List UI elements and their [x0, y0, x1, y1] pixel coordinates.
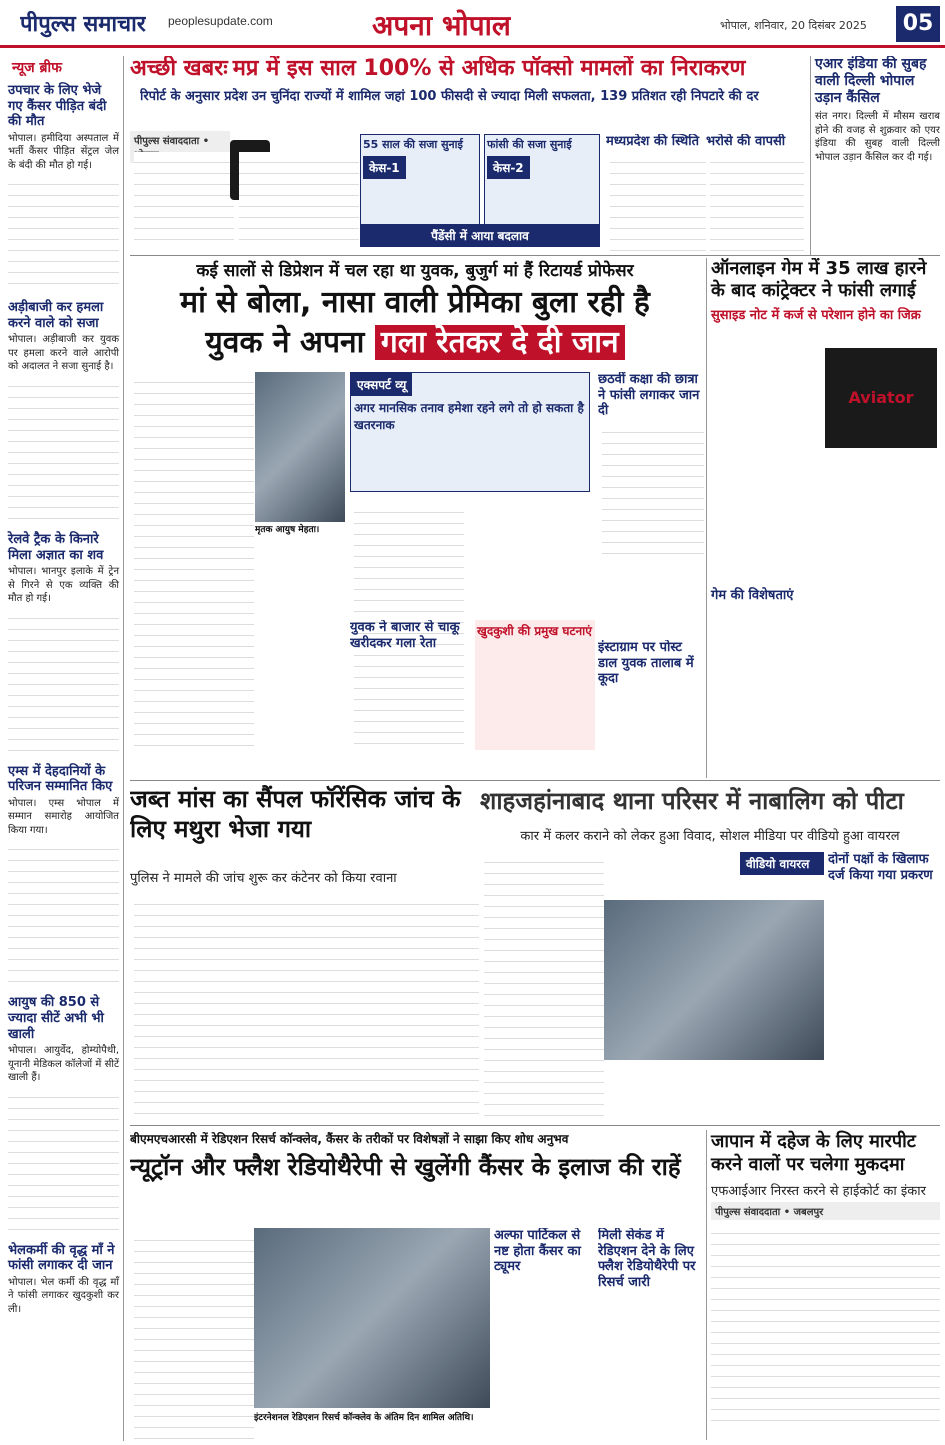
case1-box: [360, 134, 480, 234]
brief-item: [4, 1243, 123, 1317]
japan-headline[interactable]: जापान में दहेज के लिए मारपीट करने वालों पर चलेगा मुकदमा: [711, 1131, 916, 1176]
brief-body: भोपाल। एम्स भोपाल में सम्मान समारोह आयोजित किया गया।: [8, 797, 119, 836]
video-viral-label: वीडियो वायरल: [740, 852, 824, 875]
divider: [130, 255, 940, 256]
pocso-body-1: [134, 152, 234, 242]
expert-headline: अगर मानसिक तनाव हमेशा रहने लगे तो हो सकता है खतरनाक: [354, 401, 584, 432]
text-filler: [8, 174, 119, 294]
japan-dowry-story: [706, 1130, 940, 1440]
victim-photo-caption: मृतक आयुष मेहता।: [255, 525, 320, 535]
text-filler: [8, 1087, 119, 1237]
meat-headline[interactable]: जब्त मांस का सैंपल फॉरेंसिक जांच के लिए मथुरा भेजा गया: [130, 785, 461, 843]
trust-body: [710, 152, 804, 252]
aviator-logo: Aviator: [825, 348, 937, 448]
insta-story: [598, 640, 700, 687]
suicide-events-box: [475, 620, 595, 750]
depression-headline-highlight[interactable]: गला रेतकर दे दी जान: [375, 325, 625, 360]
japan-subhead: एफआईआर निरस्त करने से हाईकोर्ट का इंकार: [711, 1183, 926, 1199]
cancer-body: [134, 1230, 254, 1440]
flash-story: [598, 1228, 700, 1290]
dateline: भोपाल, शनिवार, 20 दिसंबर 2025: [720, 19, 867, 32]
insta-headline[interactable]: इंस्टाग्राम पर पोस्ट डाल युवक तालाब में कूदा: [598, 640, 694, 687]
case1-title: 55 साल की सजा सुनाई: [363, 138, 463, 151]
japan-body: [711, 1223, 940, 1423]
expert-label: एक्सपर्ट व्यू: [351, 373, 412, 396]
cancer-kicker: बीएमएचआरसी में रेडिएशन रिसर्च कॉन्क्लेव, कैंसर के तरीकों पर विशेषज्ञों ने साझा किए शोध अनुभव: [130, 1132, 569, 1146]
brief-item: [4, 764, 123, 990]
online-game-story: [706, 258, 940, 778]
brief-item: [4, 300, 123, 526]
brief-headline[interactable]: आयुष की 850 से ज्यादा सीटें अभी भी खाली: [8, 995, 104, 1042]
brief-item: [4, 995, 123, 1236]
brief-body: भोपाल। भानपुर इलाके में ट्रेन से गिरने से एक व्यक्ति की मौत हो गई।: [8, 566, 119, 605]
trust-title: भरोसे की वापसी: [706, 134, 786, 149]
brief-body: भोपाल। भेल कर्मी की वृद्ध माँ ने फांसी लगाकर खुदकुशी कर ली।: [8, 1276, 119, 1315]
brief-body: भोपाल। हमीदिया अस्पताल में भर्ती कैंसर पीड़ित सेंट्रल जेल के बंदी की मौत हो गई।: [8, 132, 119, 171]
meat-subhead: पुलिस ने मामले की जांच शुरू कर कंटेनर को किया रवाना: [130, 871, 397, 886]
pocso-headline-row: [130, 56, 800, 86]
conclave-photo-caption: इंटरनेशनल रेडिएशन रिसर्च कॉन्क्लेव के अंतिम दिन शामिल अतिथि।: [254, 1413, 474, 1423]
depression-headline-2[interactable]: युवक ने अपना: [205, 325, 365, 360]
text-filler: [8, 839, 119, 989]
mp-status-body: [610, 152, 706, 252]
news-brief-column: [4, 56, 124, 1441]
brief-headline[interactable]: एम्स में देहदानियों के परिजन सम्मानित किए: [8, 763, 113, 795]
case1-badge: केस-1: [363, 156, 406, 179]
case2-box: [484, 134, 600, 234]
game-features: [711, 588, 937, 604]
air-india-headline[interactable]: एआर इंडिया की सुबह वाली दिल्ली भोपाल उड़ान कैंसिल: [815, 56, 927, 106]
brief-body: भोपाल। अड़ीबाजी कर युवक पर हमला करने वाले आरोपी को अदालत ने सजा सुनाई है।: [8, 334, 119, 373]
text-filler: [8, 608, 119, 758]
viral-video-photo: [604, 900, 824, 1060]
pendency-bar: पैंडेंसी में आया बदलाव: [360, 224, 600, 247]
knife-story: [350, 620, 470, 651]
case2-badge: केस-2: [487, 156, 530, 179]
shahjahanabad-subhead: कार में कलर कराने को लेकर हुआ विवाद, सोशल मीडिया पर वीडियो हुआ वायरल: [520, 829, 900, 844]
girl-suicide-headline[interactable]: छठवीं कक्षा की छात्रा ने फांसी लगाकर जान दी: [598, 372, 700, 419]
flash-headline[interactable]: मिली सेकंड में रेडिएशन देने के लिए फ्लैश रेडियोथैरेपी पर रिसर्च जारी: [598, 1228, 696, 1290]
knife-headline[interactable]: युवक ने बाजार से चाकू खरीदकर गला रेता: [350, 620, 460, 651]
brief-headline[interactable]: अड़ीबाजी कर हमला करने वाले को सजा: [8, 300, 104, 331]
cancer-headline[interactable]: न्यूट्रॉन और फ्लैश रेडियोथैरेपी से खुलेंगी कैंसर के इलाज की राहें: [130, 1153, 681, 1181]
shahjahanabad-headline[interactable]: शाहजहांनाबाद थाना परिसर में नाबालिग को पीटा: [480, 787, 904, 815]
brief-headline[interactable]: भेलकर्मी की वृद्ध माँ ने फांसी लगाकर दी जान: [8, 1242, 115, 1274]
girl-suicide-story: [598, 372, 700, 419]
divider: [130, 1125, 940, 1126]
meat-body: [134, 894, 479, 1124]
case2-title: फांसी की सजा सुनाई: [487, 138, 572, 151]
alpha-story: [494, 1228, 594, 1275]
depression-kicker: कई सालों से डिप्रेशन में चल रहा था युवक, बुजुर्ग मां हैं रिटायर्ड प्रोफेसर: [196, 261, 634, 281]
mp-status-title: मध्यप्रदेश की स्थिति: [606, 134, 699, 149]
brief-title: न्यूज ब्रीफ: [12, 60, 62, 76]
suicide-events-title: खुदकुशी की प्रमुख घटनाएं: [477, 624, 592, 638]
air-india-body: संत नगर। दिल्ली में मौसम खराब होने की वजह से शुक्रवार को एयर इंडिया की सुबह वाली दिल्ली भोपाल उड़ान कैंसिल कर दी गई।: [815, 111, 940, 163]
page-number: 05: [896, 6, 940, 42]
mp-status: [606, 134, 706, 150]
website-link[interactable]: peoplesupdate.com: [168, 14, 273, 28]
pocso-body-2: [239, 152, 359, 242]
pocso-headline[interactable]: मप्र में इस साल 100% से अधिक पॉक्सो मामलों का निराकरण: [232, 56, 746, 81]
text-filler: [8, 376, 119, 526]
brief-item: [4, 83, 123, 294]
paper-logo: पीपुल्स समाचार: [20, 12, 146, 37]
online-game-headline[interactable]: ऑनलाइन गेम में 35 लाख हारने के बाद कांट्रेक्टर ने फांसी लगाई: [711, 258, 927, 301]
conclave-photo: [254, 1228, 490, 1408]
brief-item: [4, 532, 123, 758]
headline-lead: अच्छी खबरः: [130, 56, 228, 81]
brief-headline[interactable]: उपचार के लिए भेजे गए कैंसर पीड़ित बंदी की मौत: [8, 83, 107, 130]
air-india-story: [810, 56, 940, 256]
girl-suicide-body: [602, 422, 704, 562]
online-game-subhead: सुसाइड नोट में कर्ज से परेशान होने का जिक्र: [711, 308, 921, 324]
japan-byline: पीपुल्स संवाददाता • जबलपुर: [711, 1202, 940, 1220]
brief-headline[interactable]: रेलवे ट्रैक के किनारे मिला अज्ञात का शव: [8, 531, 104, 563]
brief-body: भोपाल। आयुर्वेद, होम्योपैथी, यूनानी मेडिकल कॉलेजों में सीटें खाली हैं।: [8, 1045, 119, 1084]
pocso-subhead: रिपोर्ट के अनुसार प्रदेश उन चुनिंदा राज्यों में शामिल जहां 100 फीसदी से ज्यादा मिली सफलता, 139 प्रतिशत रही निपटारे की दर: [140, 89, 759, 104]
divider: [130, 780, 940, 781]
depression-headline-1[interactable]: मां से बोला, नासा वाली प्रेमिका बुला रही है: [180, 285, 650, 320]
depression-headline-2-row: [130, 324, 700, 362]
shahjahanabad-body: [484, 852, 604, 1122]
masthead: [0, 0, 945, 48]
trust-return: [706, 134, 800, 150]
alpha-headline[interactable]: अल्फा पार्टिकल से नष्ट होता कैंसर का ट्यूमर: [494, 1228, 581, 1275]
depression-body-1: [134, 372, 254, 752]
section-title: अपना भोपाल: [372, 9, 511, 42]
game-features-title: गेम की विशेषताएं: [711, 588, 794, 603]
expert-view-box: [350, 372, 590, 492]
case-registered-headline: दोनों पक्षों के खिलाफ दर्ज किया गया प्रकरण: [828, 852, 933, 883]
case-registered: [828, 852, 940, 883]
pocso-byline: पीपुल्स संवाददाता •: [130, 131, 230, 163]
victim-photo: [255, 372, 345, 522]
